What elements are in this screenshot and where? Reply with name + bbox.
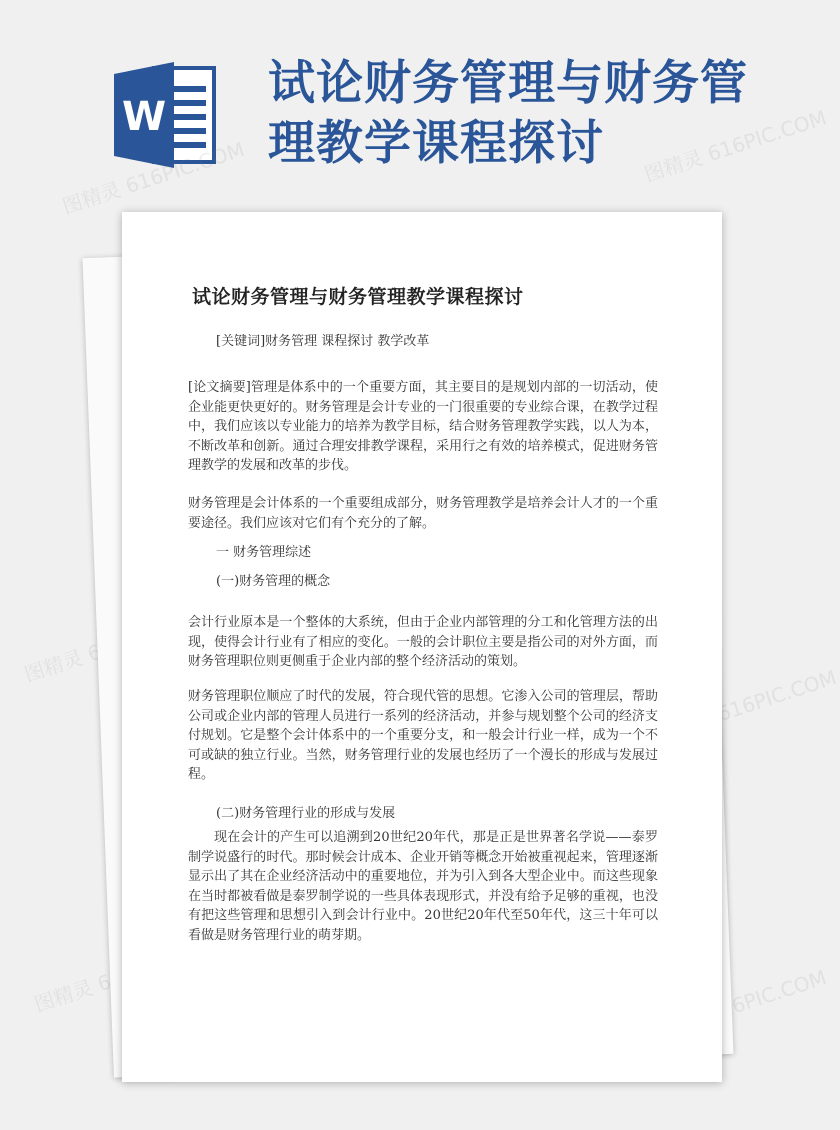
paragraph-3: 现在会计的产生可以追溯到20世纪20年代，那是正是世界著名学说——泰罗制学说盛行的时代。那时候会计成本、企业开销等概念开始被重视起来，管理逐渐显示出了其在企业经济活动中的重要地位，并为引入到各大型企业中。而这些现象在当时都被看做是泰罗制学说的一些具体表现形式，并没有给予足够的重视，也没有把这些管理和思想引入到会计行业中。20世纪20年代至50年代，这三十年可以看做是财务管理行业的萌芽期。 <box>188 830 658 943</box>
subsection-heading-2: (二)财务管理行业的形成与发展 <box>216 806 396 821</box>
abstract: [论文摘要]管理是体系中的一个重要方面，其主要目的是规划内部的一切活动，使企业能更快更好的。财务管理是会计专业的一门很重要的专业综合课，在教学过程中，我们应该以专业能力的培养为教学目标，结合财务管理教学实践，以人为本，不断改革和创新。通过合理安排教学课程，采用行之有效的培养模式，促进财务管理教学的发展和改革的步伐。 <box>188 380 658 473</box>
watermark: 图精灵 616PIC.COM <box>641 105 830 187</box>
watermark: 图精灵 <box>31 975 96 1017</box>
title-line-1: 试论财务管理与财务管 <box>268 56 748 111</box>
word-document-icon <box>112 60 216 170</box>
page-title <box>268 54 788 174</box>
subsection-heading-1: (一)财务管理的概念 <box>216 574 331 589</box>
header <box>0 0 800 210</box>
paragraph-1: 会计行业原本是一个整体的大系统，但由于企业内部管理的分工和化管理方法的出现，使得会计行业有了相应的变化。一般的会计职位主要是指公司的对外方面，而财务管理职位则更侧重于企业内部的整个经济活动的策划。 <box>188 615 658 669</box>
watermark: 图精灵 <box>21 645 86 687</box>
section-heading-1: 一 财务管理综述 <box>216 545 312 560</box>
watermark: 图精灵 616PIC.COM <box>641 965 830 1047</box>
paragraph-2: 财务管理职位顺应了时代的发展，符合现代管的思想。它渗入公司的管理层，帮助公司或企业内部的管理人员进行一系列的经济活动，并参与规划整个公司的经济支付规划。它是整个会计体系中的一个重要分支，和一般会计行业一样，成为一个不可或缺的独立行业。当然，财务管理行业的发展也经历了一个漫长的形成与发展过程。 <box>188 689 658 782</box>
document-title: 试论财务管理与财务管理教学课程探讨 <box>192 286 524 308</box>
keywords: [关键词]财务管理 课程探讨 教学改革 <box>216 334 430 349</box>
watermark: 图精灵 616PIC.COM <box>651 665 840 747</box>
title-line-2: 理教学课程探讨 <box>268 116 604 171</box>
watermark: 图精灵 616PIC.COM <box>59 137 248 219</box>
svg-text:W: W <box>121 94 167 140</box>
intro-paragraph: 财务管理是会计体系的一个重要组成部分，财务管理教学是培养会计人才的一个重要途径。我们应该对它们有个充分的了解。 <box>188 496 658 531</box>
document-page <box>122 212 722 1082</box>
